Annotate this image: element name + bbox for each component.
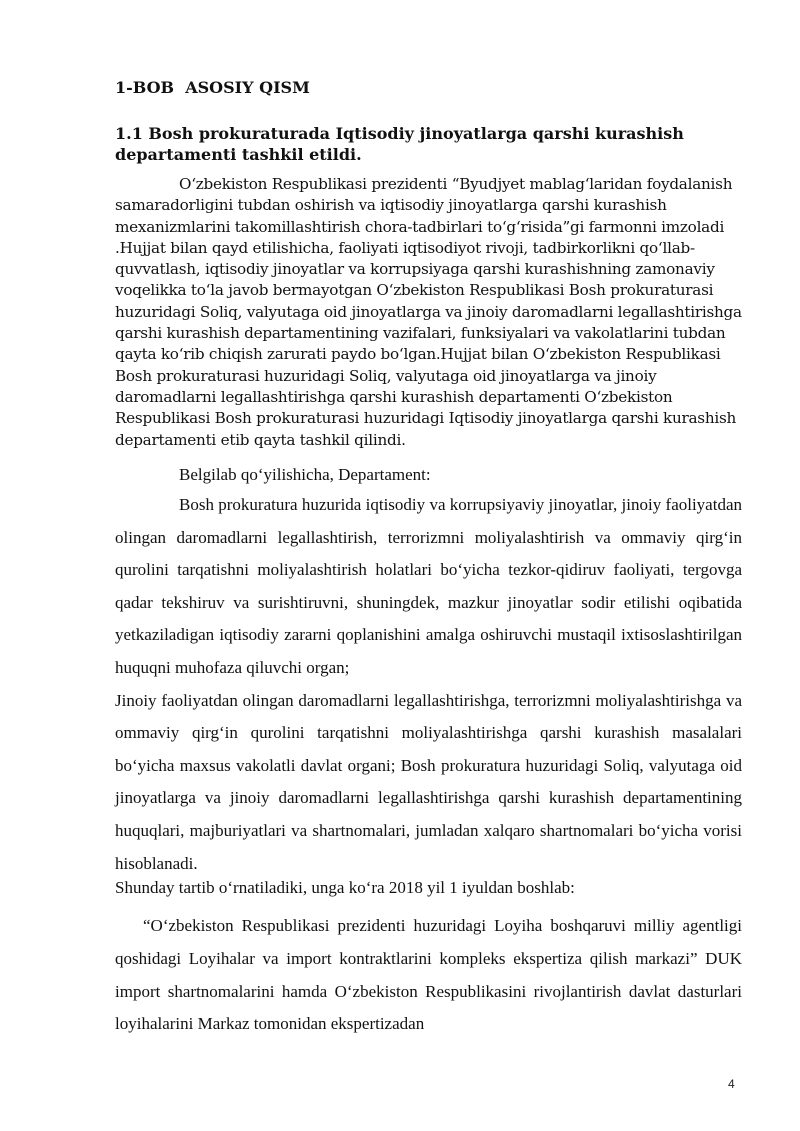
paragraph-expertise-center: “O‘zbekiston Respublikasi prezidenti huzuridagi Loyiha boshqaruvi milliy agentligi qoshidagi Loyihalar va import kontraktlarini kompleks ekspertiza qilish markazi” DUK import shartnomalarini hamda O‘zbekiston Respublikasini rivojlantirish davlat dasturlari loyihalarini Markaz tomonidan ekspertizadan (115, 916, 742, 1034)
page-number: 4 (728, 1077, 735, 1091)
section-title: 1.1 Bosh prokuraturada Iqtisodiy jinoyatlarga qarshi kurashish departamenti tashkil etildi. (115, 124, 684, 164)
department-description-block (115, 489, 742, 880)
paragraph-procedure-intro: Shunday tartib o‘rnatiladiki, unga ko‘ra 2018 yil 1 iyuldan boshlab: (115, 878, 575, 897)
paragraph-department-intro: Belgilab qo‘yilishicha, Departament: (179, 465, 431, 484)
paragraph-decree-summary: O‘zbekiston Respublikasi prezidenti “Byudjyet mablag‘laridan foydalanish samaradorligini tubdan oshirish va iqtisodiy jinoyatlarga qarshi kurashish mexanizmlarini takomillashtirish chora-tadbirlari to‘g‘risida”gi farmonni imzoladi .Hujjat bilan qayd etilishicha, faoliyati iqtisodiyot rivoji, tadbirkorlikni qo‘llab-quvvatlash, iqtisodiy jinoyatlar va korrupsiyaga qarshi kurashishning zamonaviy voqelikka to‘la javob bermayotgan O‘zbekiston Respublikasi Bosh prokuraturasi huzuridagi Soliq, valyutaga oid jinoyatlarga va jinoiy daromadlarni legallashtirishga qarshi kurashish departamentining vazifalari, funksiyalari va vakolatlarini tubdan qayta ko‘rib chiqish zarurati paydo bo‘lgan.Hujjat bilan O‘zbekiston Respublikasi Bosh prokuraturasi huzuridagi Soliq, valyutaga oid jinoyatlarga va jinoiy daromadlarni legallashtirishga qarshi kurashish departamenti O‘zbekiston Respublikasi Bosh prokuraturasi huzuridagi Iqtisodiy jinoyatlarga qarshi kurashish departamenti etib qayta tashkil qilindi. (115, 175, 742, 449)
paragraph-department-authority: Jinoiy faoliyatdan olingan daromadlarni legallashtirishga, terrorizmni moliyalashtirishga va ommaviy qirg‘in qurolini tarqatishni moliyalashtirishga qarshi kurashish masalalari bo‘yicha maxsus vakolatli davlat organi; Bosh prokuratura huzuridagi Soliq, valyutaga oid jinoyatlarga va jinoiy daromadlarni legallashtirishga qarshi kurashish departamentining huquqlari, majburiyatlari va shartnomalari, jumladan xalqaro shartnomalari bo‘yicha vorisi hisoblanadi. (115, 690, 742, 873)
paragraph-department-role: Bosh prokuratura huzurida iqtisodiy va korrupsiyaviy jinoyatlar, jinoiy faoliyatdan olingan daromadlarni legallashtirish, terrorizmni moliyalashtirish va ommaviy qirg‘in qurolini tarqatishni moliyalashtirish holatlari bo‘yicha tezkor-qidiruv faoliyati, tergovga qadar tekshiruv va surishtiruvni, shuningdek, mazkur jinoyatlar sodir etilishi oqibatida yetkaziladigan iqtisodiy zararni qoplanishini amalga oshiruvchi mustaqil ixtisoslashtirilgan huquqni muhofaza qiluvchi organ; (115, 495, 742, 677)
chapter-title: 1-BOB ASOSIY QISM (115, 78, 310, 97)
